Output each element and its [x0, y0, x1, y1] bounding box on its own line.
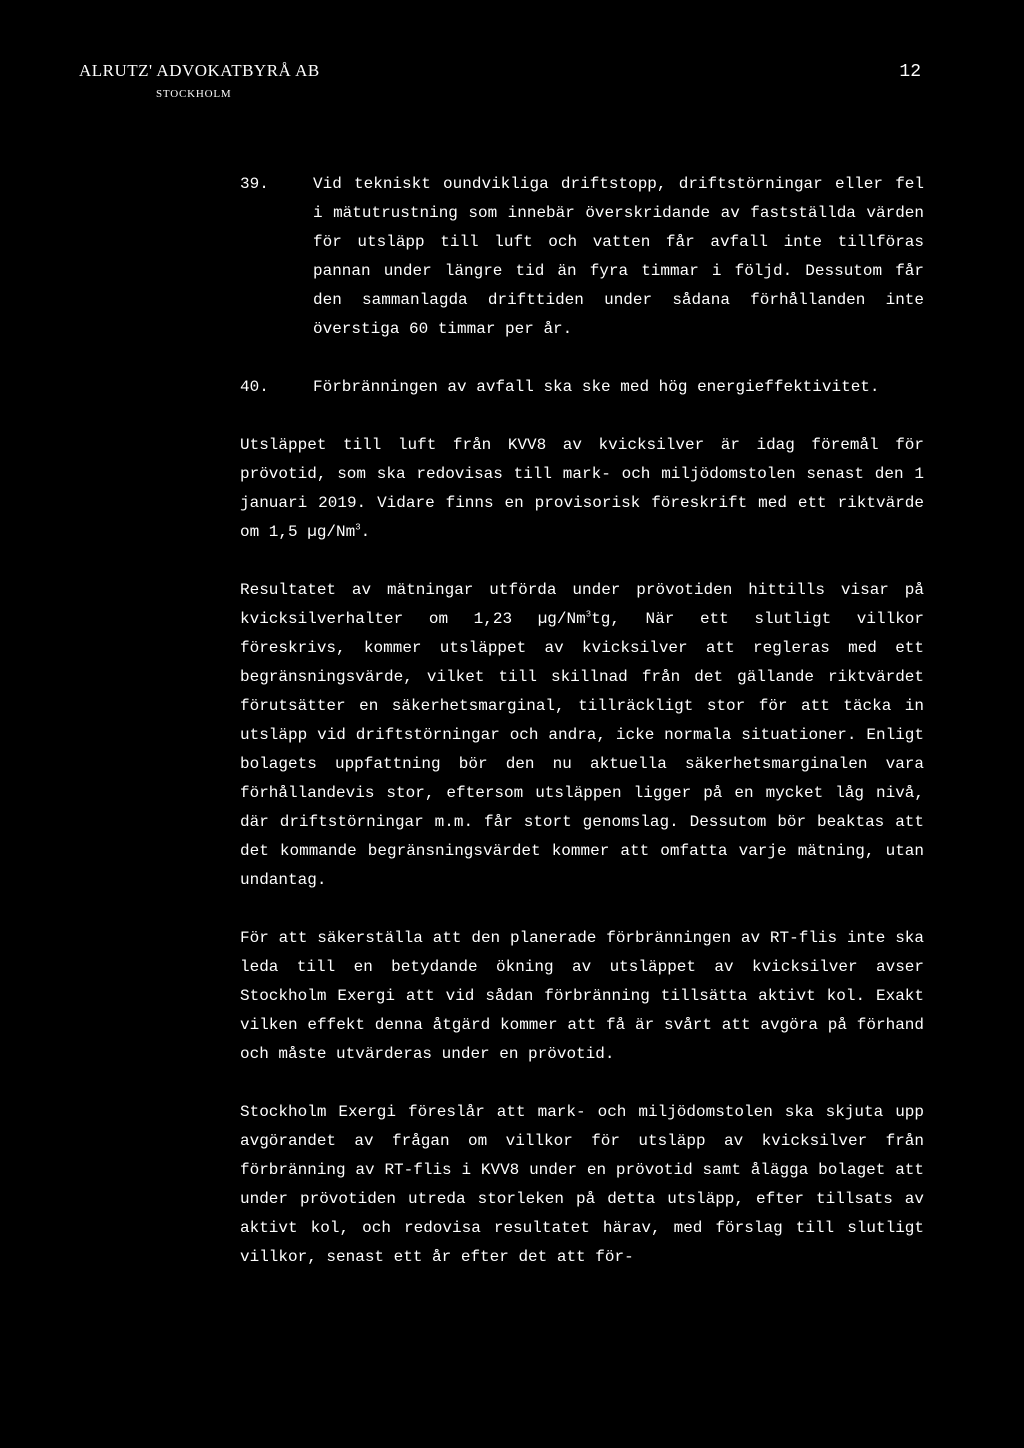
- paragraph-measurement-results: [240, 576, 924, 895]
- paragraph-text-start: Utsläppet till luft från KVV8 av kvicksilver är idag föremål för prövotid, som ska redovisas till mark- och miljödomstolen senast den 1 januari 2019. Vidare finns en provisorisk föreskrift med ett riktvärde om 1,5: [240, 436, 924, 541]
- firm-name: ALRUTZ' ADVOKATBYRÅ AB: [79, 61, 320, 80]
- paragraph-proposal: Stockholm Exergi föreslår att mark- och miljödomstolen ska skjuta upp avgörandet av frågan om villkor för utsläpp av kvicksilver från förbränning av RT-flis i KVV8 under en prövotid samt ålägga bolaget att under prövotiden utreda storleken på detta utsläpp, efter tillsats av aktivt kol, och redovisa resultatet härav, med förslag till slutligt villkor, senast ett år efter det att för-: [240, 1103, 924, 1266]
- paragraph-number: 39.: [240, 175, 269, 193]
- numbered-paragraph-40: [240, 373, 924, 402]
- unit-text: µg/Nm: [537, 610, 586, 628]
- numbered-paragraph-39: [240, 170, 924, 344]
- paragraph-text: Vid tekniskt oundvikliga driftstopp, driftstörningar eller fel i mätutrustning som innebär överskridande av fastställda värden för utsläpp till luft och vatten får avfall inte tillföras pannan under längre tid än fyra timmar i följd. Dessutom får den sammanlagda drifttiden under sådana förhållanden inte överstiga 60 timmar per år.: [313, 175, 924, 338]
- firm-city: STOCKHOLM: [156, 88, 232, 100]
- unit-superscript: 3: [355, 522, 361, 533]
- unit-superscript: 3: [585, 609, 592, 620]
- paragraph-text-start: Resultatet av mätningar utförda under prövotiden hittills visar på kvicksilverhalter om 1,23: [240, 581, 924, 628]
- paragraph-text-end: .: [360, 523, 371, 541]
- unit-label: [538, 610, 591, 628]
- unit-text: µg/Nm: [307, 523, 356, 541]
- document-body: [240, 170, 924, 1301]
- paragraph-text: Förbränningen av avfall ska ske med hög energieffektivitet.: [313, 378, 880, 396]
- paragraph-text-end: tg, När ett slutligt villkor föreskrivs, kommer utsläppet av kvicksilver att regleras med ett begränsningsvärde, vilket till skillnad från det gällande riktvärdet förutsätter en säkerhetsmarginal, tillräckligt stor för att täcka in utsläpp vid driftstörningar och andra, icke normala situationer. Enligt bolagets uppfattning bör den nu aktuella säkerhetsmarginalen vara förhållandevis stor, eftersom utsläppen ligger på en mycket låg nivå, där driftstörningar m.m. får stort genomslag. Dessutom bör beaktas att det kommande begränsningsvärdet kommer att omfatta varje mätning, utan undantag.: [240, 610, 925, 889]
- letterhead: [79, 60, 320, 100]
- paragraph-activated-carbon: För att säkerställa att den planerade förbränningen av RT-flis inte ska leda till en betydande ökning av utsläppet av kvicksilver avser Stockholm Exergi att vid sådan förbränning tillsätta aktivt kol. Exakt vilken effekt denna åtgärd kommer att få är svårt att avgöra på förhand och måste utvärderas under en prövotid.: [240, 929, 924, 1063]
- unit-label: [307, 523, 360, 541]
- paragraph-number: 40.: [240, 378, 269, 396]
- page-number: 12: [899, 62, 921, 82]
- paragraph-mercury-emission: [240, 431, 924, 547]
